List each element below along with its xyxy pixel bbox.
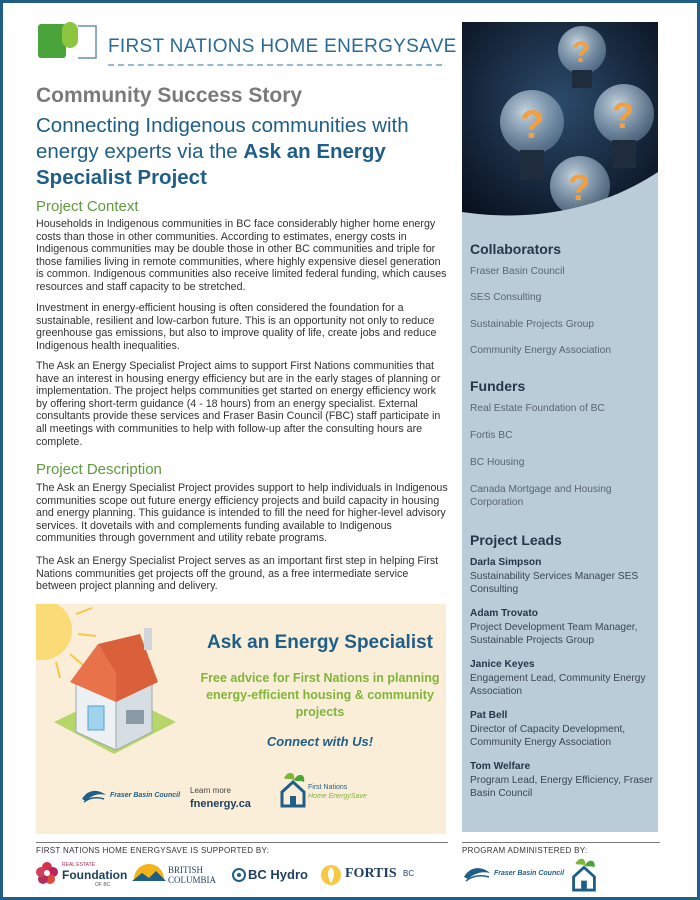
lead-role: Engagement Lead, Community Energy Association xyxy=(470,673,646,697)
energysave-logo-icon xyxy=(38,22,100,68)
collaborator-item: Community Energy Association xyxy=(470,345,611,356)
footer-fbc-text: Fraser Basin Council xyxy=(494,870,565,877)
project-leads-heading: Project Leads xyxy=(470,532,562,548)
banner-fn-line2: Home EnergySave xyxy=(308,793,367,800)
house-illustration-icon xyxy=(36,604,186,774)
context-paragraph-1: Households in Indigenous communities in BC face considerably higher home energy costs than those in other communities. According to estimates, energy costs in Indigenous communities may be double those in other BC communities and triple for those families living in remote communities, where highly expensive diesel generation is common. Indigenous communities also receive limited federal funding, which causes resources and staff capacity to be stretched. xyxy=(36,218,447,293)
kicker: Community Success Story xyxy=(36,84,303,107)
refbc-flower-icon xyxy=(36,862,58,884)
refbc-small-text: REAL ESTATE xyxy=(62,862,95,868)
fn-home-logo-icon xyxy=(280,770,306,808)
footer-divider-right xyxy=(462,842,660,843)
bc-sun-icon xyxy=(132,863,166,885)
svg-text:?: ? xyxy=(612,95,634,136)
ask-specialist-banner[interactable] xyxy=(36,604,446,834)
lead-role: Program Lead, Energy Efficiency, Fraser Basin Council xyxy=(470,775,654,799)
lightbulbs-image-icon xyxy=(462,22,658,222)
website-link[interactable]: fnenergy.ca xyxy=(190,798,251,810)
headline xyxy=(36,113,446,191)
fortis-tail-text: BC xyxy=(403,869,415,878)
bc-logo-line2: COLUMBIA xyxy=(168,875,217,885)
funder-item: Canada Mortgage and Housing Corporation xyxy=(470,484,612,508)
banner-fn-line1: First Nations xyxy=(308,784,348,791)
funder-item: BC Housing xyxy=(470,457,525,468)
funder-item: Real Estate Foundation of BC xyxy=(470,403,605,414)
refbc-tail-text: OF BC xyxy=(95,882,111,888)
collaborator-item: Fraser Basin Council xyxy=(470,266,565,277)
lightbulb-photo xyxy=(462,22,658,222)
footer-fbc-logo-icon xyxy=(462,864,492,884)
svg-text:?: ? xyxy=(520,103,545,147)
fortis-logo-text: FORTIS xyxy=(345,866,397,881)
brand-title: FIRST NATIONS HOME ENERGYSAVE xyxy=(108,36,457,57)
description-paragraph-2: The Ask an Energy Specialist Project serves as an important first step in helping First Nations communities get projects off the ground, as a free intermediate service between project planning and delivery. xyxy=(36,555,439,593)
supported-by-label: FIRST NATIONS HOME ENERGYSAVE IS SUPPORTED BY: xyxy=(36,846,270,855)
project-description-heading: Project Description xyxy=(36,461,162,478)
learn-more-label: Learn more xyxy=(190,786,231,795)
collaborators-heading: Collaborators xyxy=(470,241,562,257)
headline-bold: Ask an Energy Specialist Project xyxy=(36,140,386,189)
fbc-logo-icon xyxy=(80,787,108,805)
footer-fn-home-logo-icon xyxy=(570,856,598,892)
bchydro-logo-text: BC Hydro xyxy=(248,867,308,882)
bchydro-icon xyxy=(232,868,246,882)
lead-name: Janice Keyes xyxy=(470,659,535,670)
lead-role: Sustainability Services Manager SES Consulting xyxy=(470,571,639,595)
project-context-heading: Project Context xyxy=(36,198,139,215)
banner-fbc-text: Fraser Basin Council xyxy=(110,792,181,799)
lead-role: Director of Capacity Development, Community Energy Association xyxy=(470,724,626,748)
context-paragraph-3: The Ask an Energy Specialist Project aims to support First Nations communities that have an interest in housing energy efficiency but are in the early stages of planning or implementation. The project helps communities get started on energy efficiency work by offering short-term guidance (4 - 18 hours) from an energy specialist. External consultants provide these services and Fraser Basin Council (FBC) staff participate in all meetings with communities to help with follow-up after the consulting hours are complete. xyxy=(36,360,441,448)
lead-name: Pat Bell xyxy=(470,710,508,721)
svg-text:?: ? xyxy=(568,167,590,208)
banner-title: Ask an Energy Specialist xyxy=(207,632,433,653)
brand-divider xyxy=(108,64,442,66)
fortis-flame-icon xyxy=(320,864,342,886)
lead-role: Project Development Team Manager, Sustainable Projects Group xyxy=(470,622,638,646)
description-paragraph-1: The Ask an Energy Specialist Project provides support to help individuals in Indigenous communities scope out future energy efficiency projects and build capacity in housing and energy planning. This guidance is intended to fill the need for higher-level advisory services. It dovetails with and complements funding available to Indigenous communities through government and utility rebate programs. xyxy=(36,482,448,545)
funders-heading: Funders xyxy=(470,378,526,394)
funder-item: Fortis BC xyxy=(470,430,513,441)
context-paragraph-2: Investment in energy-efficient housing is often considered the foundation for a sustainable, resilient and low-carbon future. This is an opportunity not only to reduce greenhouse gas emissions, but also to improve quality of life, create jobs and reduce Indigenous health inequalities. xyxy=(36,302,437,352)
connect-link[interactable]: Connect with Us! xyxy=(266,734,374,749)
banner-subtitle: Free advice for First Nations in planning energy-efficient housing & community projects xyxy=(200,671,440,719)
lead-name: Tom Welfare xyxy=(470,761,531,772)
bc-logo-line1: BRITISH xyxy=(168,865,204,875)
refbc-logo-text: Foundation xyxy=(62,868,128,882)
collaborator-item: Sustainable Projects Group xyxy=(470,319,595,330)
administered-by-label: PROGRAM ADMINISTERED BY: xyxy=(462,846,588,855)
collaborator-item: SES Consulting xyxy=(470,292,542,303)
footer-divider xyxy=(36,842,448,843)
lead-name: Darla Simpson xyxy=(470,557,542,568)
headline-text: Connecting Indigenous communities with energy experts via the xyxy=(36,114,409,163)
lead-name: Adam Trovato xyxy=(470,608,538,619)
svg-text:?: ? xyxy=(572,36,591,69)
